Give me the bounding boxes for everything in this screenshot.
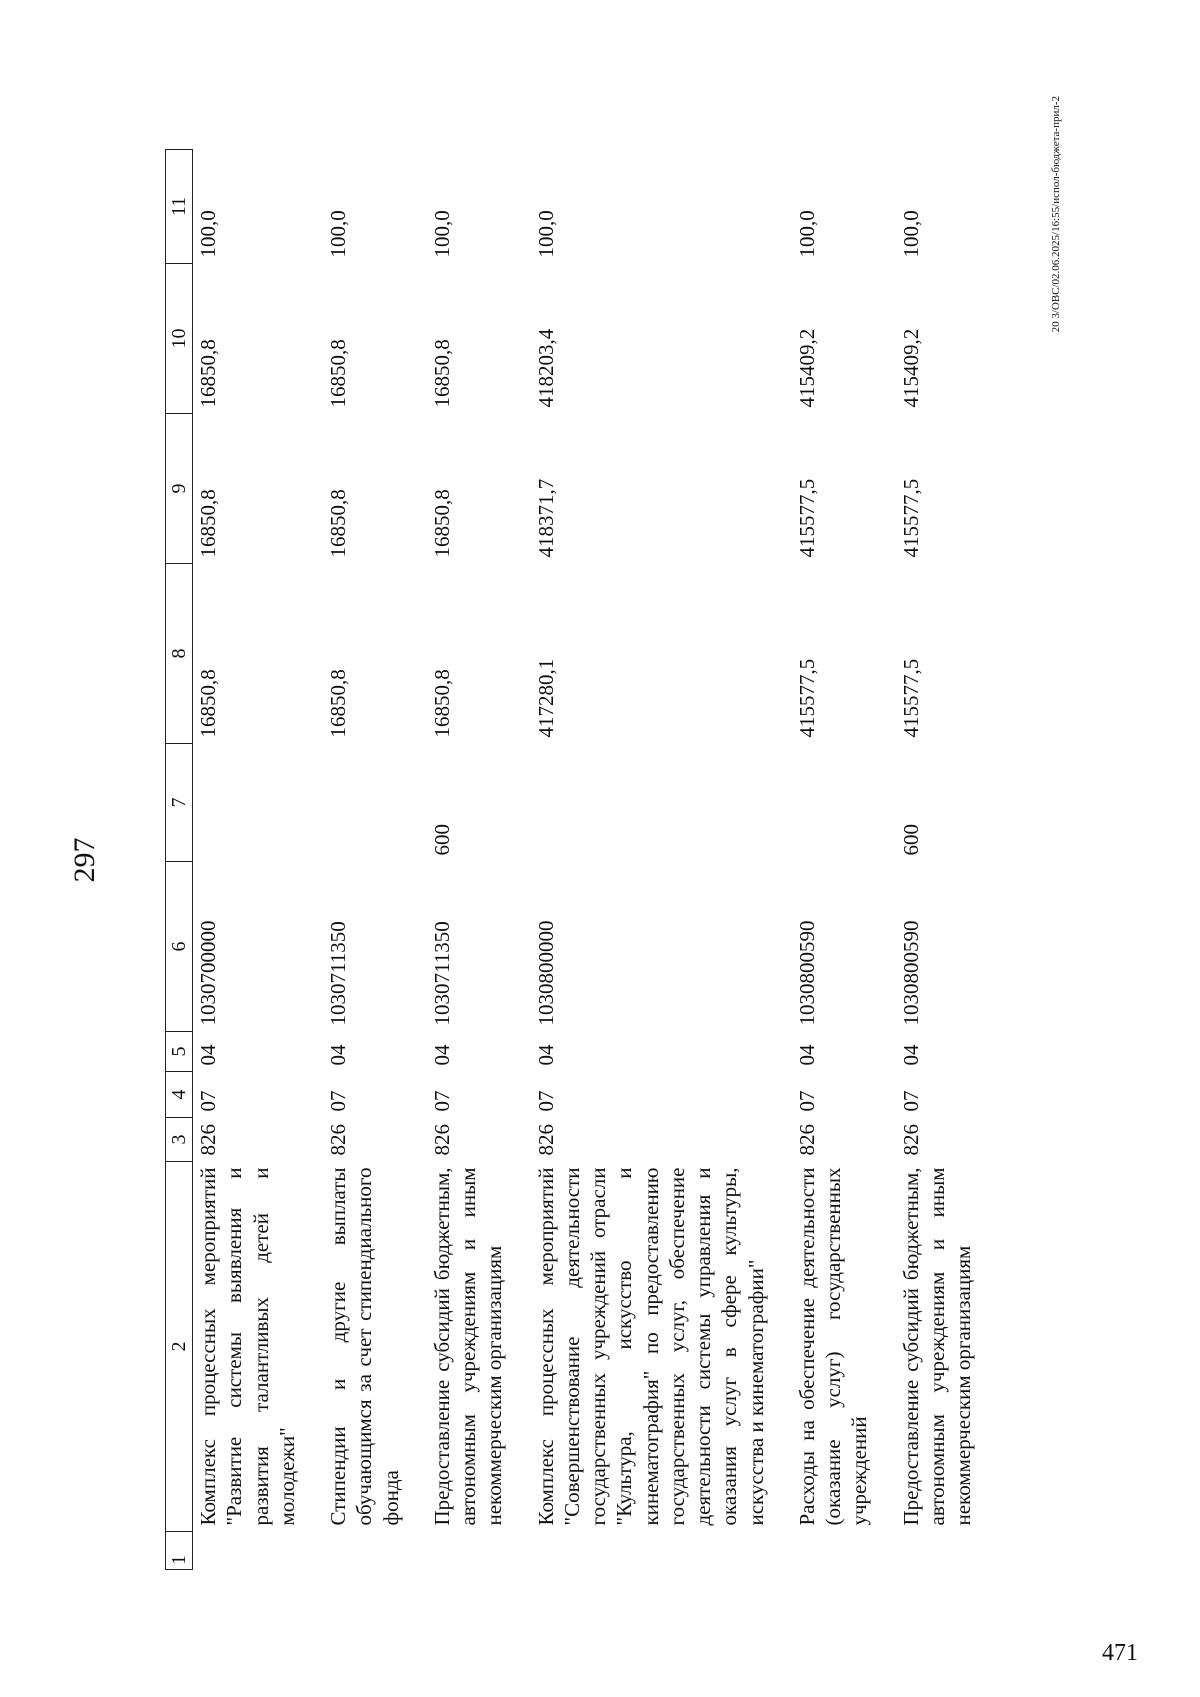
- col-header-5: 5: [166, 1032, 193, 1072]
- table-row: [426, 150, 530, 1570]
- expense-type-cell: 600: [429, 824, 454, 856]
- grbs-cell: 826: [429, 1124, 454, 1156]
- col-header-4: 4: [166, 1072, 193, 1118]
- section-cell: 07: [533, 1090, 558, 1112]
- section-cell: 07: [794, 1090, 819, 1112]
- value-col11: 100,0: [533, 210, 558, 258]
- target-article-cell: 1030800590: [794, 920, 819, 1026]
- value-col10: 415409,2: [794, 328, 819, 408]
- col-header-7: 7: [166, 744, 193, 862]
- subsection-cell: 04: [794, 1044, 819, 1066]
- value-col11: 100,0: [196, 210, 220, 258]
- value-col9: 16850,8: [326, 489, 350, 558]
- value-col10: 16850,8: [429, 339, 454, 408]
- grbs-cell: 826: [326, 1124, 350, 1156]
- row-name: Комплекс процессных мероприятий "Развитие системы выявления и развития талантливых детей и молодежи": [196, 1167, 299, 1526]
- value-col8: 417280,1: [533, 658, 558, 738]
- section-cell: 07: [429, 1090, 454, 1112]
- row-name: Комплекс процессных мероприятий "Совершенствование деятельности государственных учреждений отрасли "Культура, искусство и кинематография" по предоставлению государственных услуг, обеспечение деятельности системы управления и оказания услуг в сфере культуры, искусства и кинематографии": [533, 1167, 768, 1526]
- col-header-2: 2: [166, 1162, 193, 1532]
- target-article-cell: 1030800000: [533, 920, 558, 1026]
- table-header-row: [166, 150, 193, 1570]
- col-header-1: 1: [166, 1532, 193, 1570]
- value-col9: 16850,8: [196, 489, 220, 558]
- col-header-6: 6: [166, 862, 193, 1032]
- section-cell: 07: [898, 1090, 923, 1112]
- col-header-9: 9: [166, 414, 193, 564]
- expense-type-cell: [791, 744, 895, 862]
- rotated-document-page: [40, 80, 1080, 1640]
- row-name: Предоставление субсидий бюджетным, автономным учреждениям и иным некоммерческим организациям: [429, 1167, 507, 1526]
- subsection-cell: 04: [898, 1044, 923, 1066]
- value-col11: 100,0: [326, 210, 350, 258]
- expense-type-cell: 600: [898, 824, 923, 856]
- table-row: [530, 150, 791, 1570]
- target-article-cell: 1030700000: [196, 920, 220, 1026]
- expense-type-cell: [322, 744, 426, 862]
- grbs-cell: 826: [533, 1124, 558, 1156]
- value-col8: 415577,5: [794, 658, 819, 738]
- value-col10: 16850,8: [326, 339, 350, 408]
- row-name: Расходы на обеспечение деятельности (оказание услуг) государственных учреждений: [794, 1167, 872, 1526]
- value-col8: 415577,5: [898, 658, 923, 738]
- row-name: Стипендии и другие выплаты обучающимся за счет стипендиального фонда: [326, 1167, 403, 1526]
- page-number: 297: [68, 837, 101, 883]
- value-col10: 16850,8: [196, 339, 220, 408]
- value-col8: 16850,8: [196, 669, 220, 738]
- scan-page-number: 471: [1102, 1640, 1138, 1666]
- value-col11: 100,0: [898, 210, 923, 258]
- budget-table: [165, 149, 998, 1570]
- col-header-3: 3: [166, 1118, 193, 1162]
- grbs-cell: 826: [794, 1124, 819, 1156]
- col-header-11: 11: [166, 150, 193, 264]
- value-col10: 415409,2: [898, 328, 923, 408]
- table-row: [895, 150, 999, 1570]
- expense-type-cell: [530, 744, 791, 862]
- subsection-cell: 04: [326, 1044, 350, 1066]
- col-header-8: 8: [166, 564, 193, 744]
- value-col9: 415577,5: [794, 478, 819, 558]
- table-row: [193, 150, 323, 1570]
- table-row: [322, 150, 426, 1570]
- value-col8: 16850,8: [326, 669, 350, 738]
- value-col9: 16850,8: [429, 489, 454, 558]
- value-col10: 418203,4: [533, 328, 558, 408]
- target-article-cell: 1030711350: [429, 921, 454, 1026]
- expense-type-cell: [193, 744, 323, 862]
- grbs-cell: 826: [898, 1124, 923, 1156]
- value-col8: 16850,8: [429, 669, 454, 738]
- grbs-cell: 826: [196, 1124, 220, 1156]
- value-col9: 415577,5: [898, 478, 923, 558]
- value-col11: 100,0: [794, 210, 819, 258]
- footer-file-code: 20 3/ОВС/02.06.2025/16:55/испол-бюджета-прил-2: [1050, 96, 1062, 333]
- subsection-cell: 04: [533, 1044, 558, 1066]
- section-cell: 07: [196, 1090, 220, 1112]
- value-col9: 418371,7: [533, 478, 558, 558]
- value-col11: 100,0: [429, 210, 454, 258]
- subsection-cell: 04: [429, 1044, 454, 1066]
- row-name: Предоставление субсидий бюджетным, автономным учреждениям и иным некоммерческим организациям: [898, 1167, 975, 1526]
- subsection-cell: 04: [196, 1044, 220, 1066]
- target-article-cell: 1030800590: [898, 920, 923, 1026]
- col-header-10: 10: [166, 264, 193, 414]
- table-row: [791, 150, 895, 1570]
- section-cell: 07: [326, 1090, 350, 1112]
- target-article-cell: 1030711350: [326, 921, 350, 1026]
